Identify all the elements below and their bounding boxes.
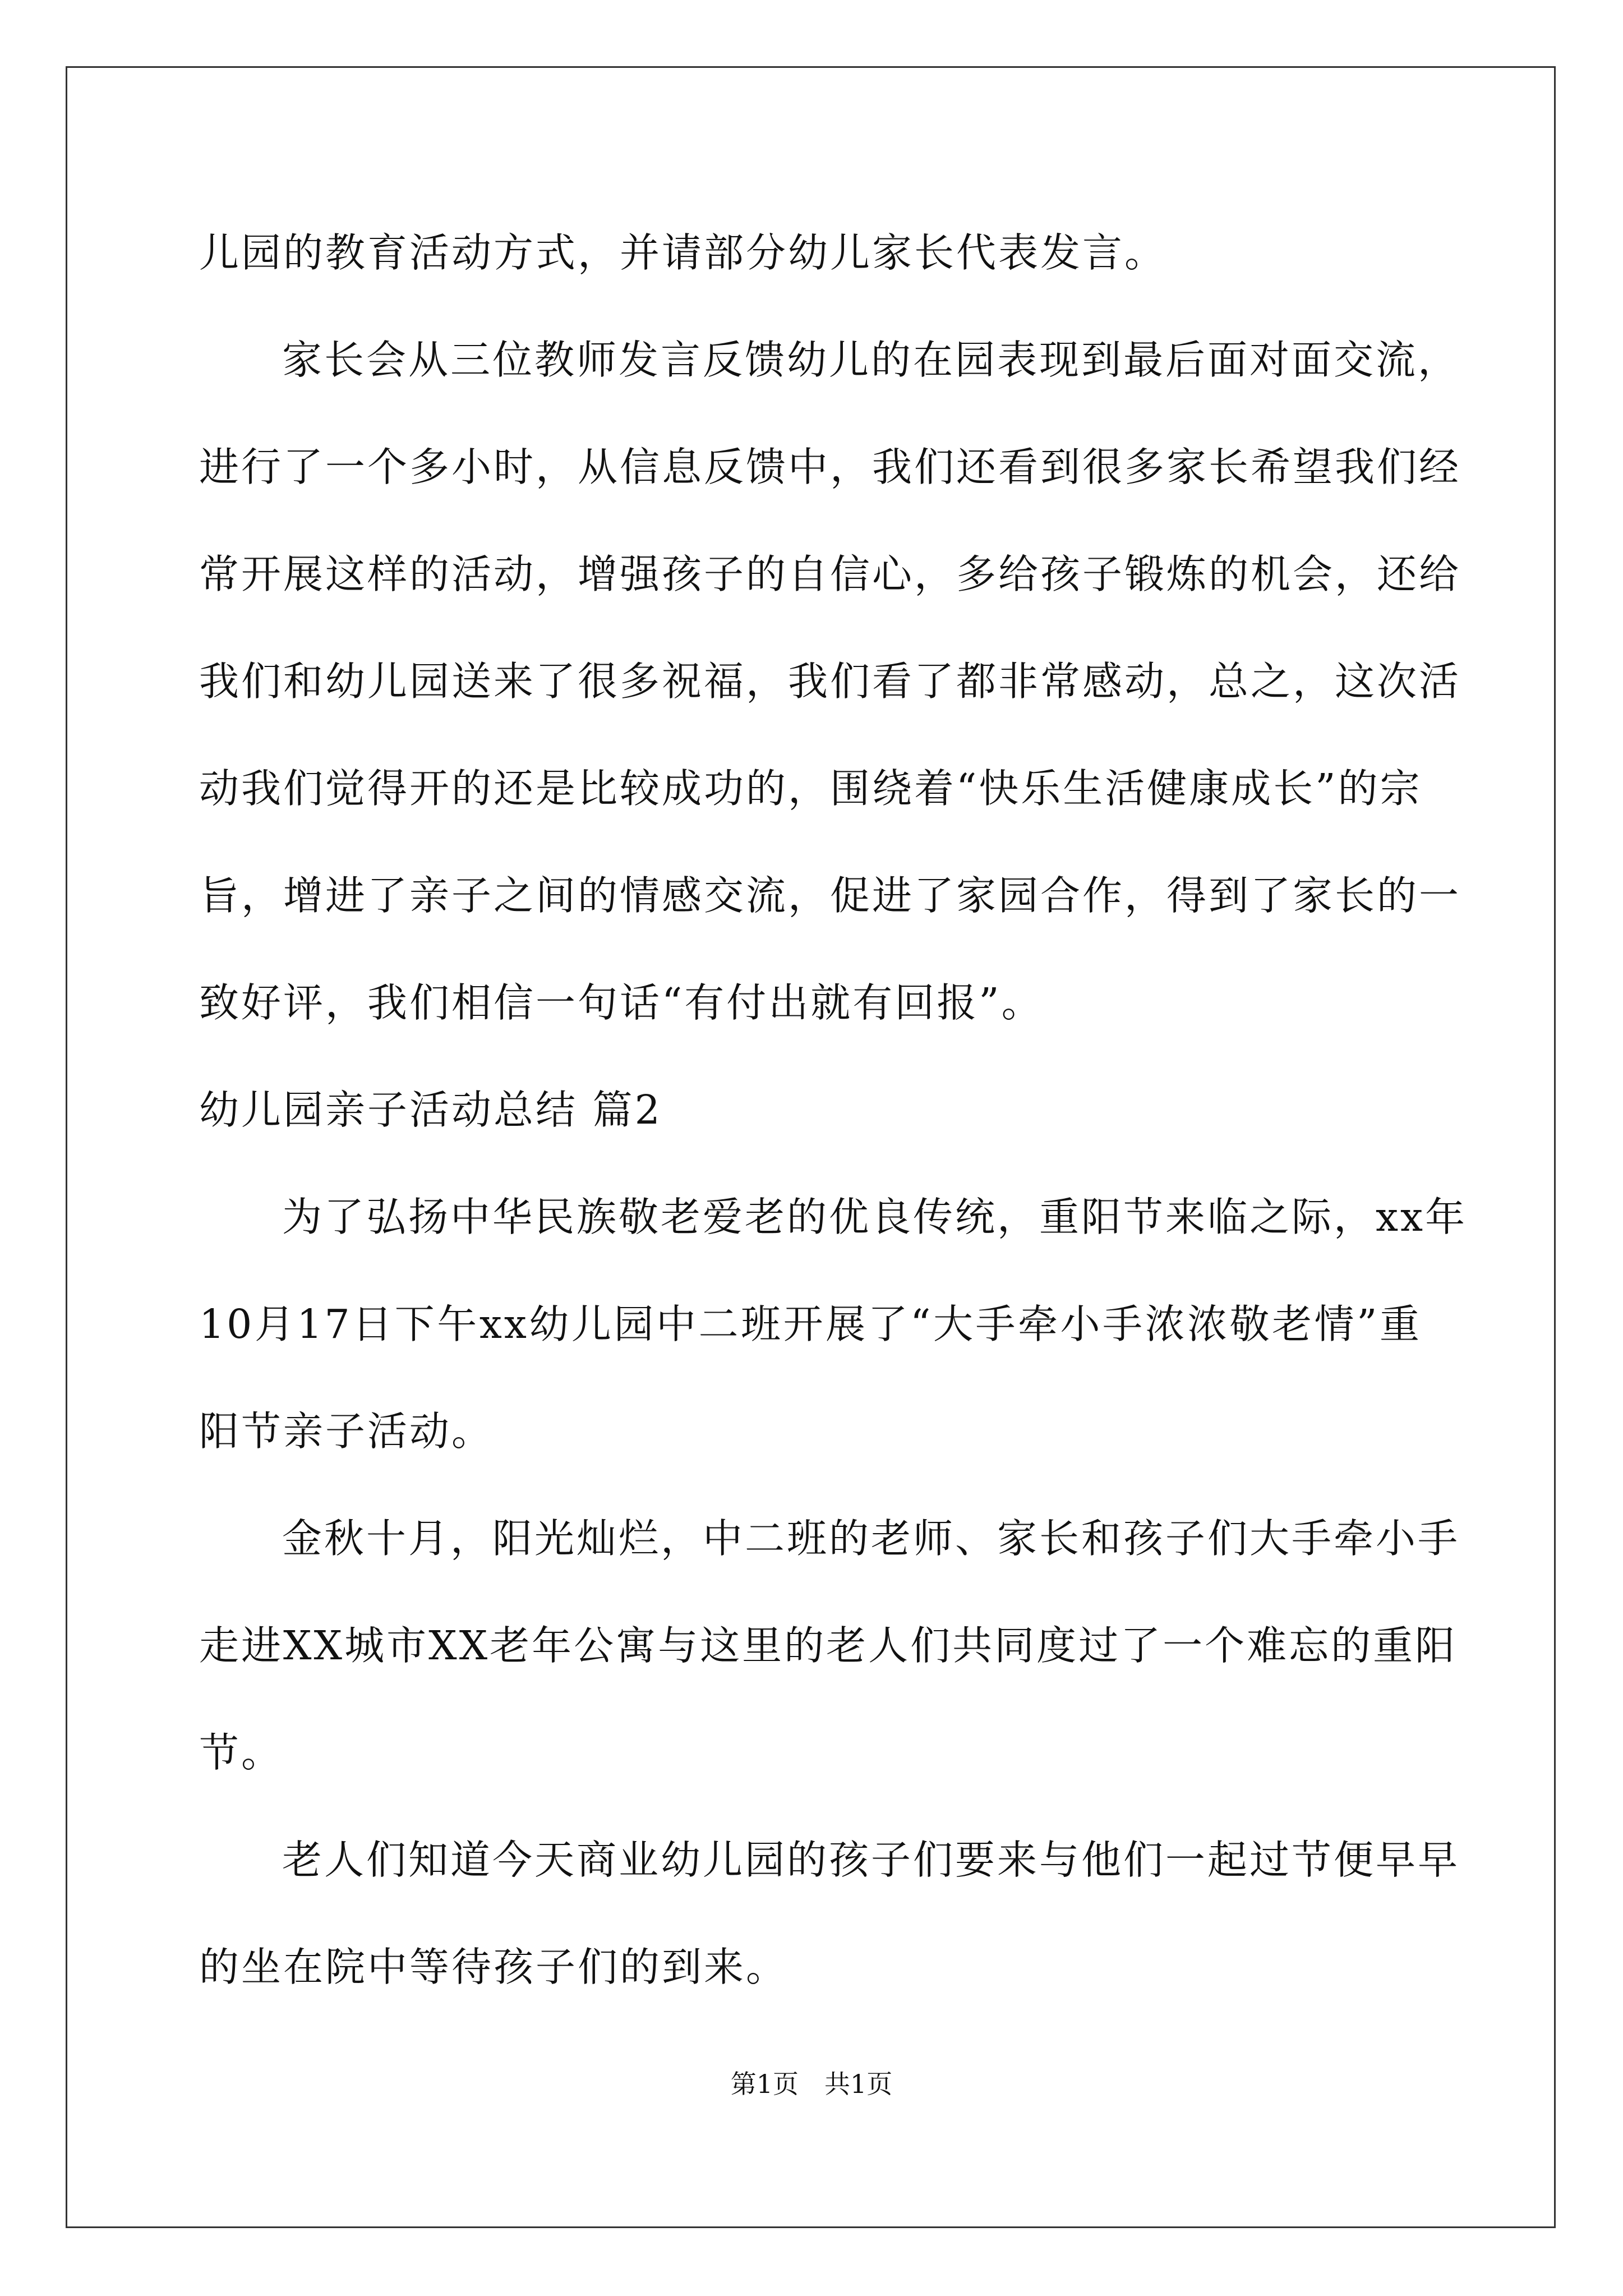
paragraph-line: 老人们知道今天商业幼儿园的孩子们要来与他们一起过节便早早 bbox=[282, 1837, 1460, 1883]
paragraph-line: 金秋十月，阳光灿烂，中二班的老师、家长和孩子们大手牵小手 bbox=[282, 1515, 1460, 1562]
paragraph-line: 走进XX城市XX老年公寓与这里的老人们共同度过了一个难忘的重阳 bbox=[199, 1622, 1458, 1669]
paragraph-line: 阳节亲子活动。 bbox=[199, 1408, 494, 1455]
section-heading: 幼儿园亲子活动总结 篇2 bbox=[199, 1087, 662, 1133]
paragraph-line: 常开展这样的活动，增强孩子的自信心，多给孩子锻炼的机会，还给 bbox=[199, 551, 1461, 597]
paragraph-line: 动我们觉得开的还是比较成功的，围绕着“快乐生活健康成长”的宗 bbox=[199, 765, 1422, 812]
paragraph-line: 我们和幼儿园送来了很多祝福，我们看了都非常感动，总之，这次活 bbox=[199, 658, 1461, 705]
paragraph-line: 儿园的教育活动方式，并请部分幼儿家长代表发言。 bbox=[199, 229, 1167, 276]
paragraph-line: 的坐在院中等待孩子们的到来。 bbox=[199, 1944, 789, 1990]
page-number: 第1页 共1页 bbox=[730, 2069, 893, 2099]
document-body bbox=[199, 199, 1468, 2021]
paragraph-line: 10月17日下午xx幼儿园中二班开展了“大手牵小手浓浓敬老情”重 bbox=[199, 1301, 1422, 1347]
paragraph-line: 致好评，我们相信一句话“有付出就有回报”。 bbox=[199, 979, 1044, 1026]
paragraph-line: 为了弘扬中华民族敬老爱老的优良传统，重阳节来临之际，xx年 bbox=[282, 1194, 1468, 1240]
paragraph-line: 进行了一个多小时，从信息反馈中，我们还看到很多家长希望我们经 bbox=[199, 444, 1461, 490]
paragraph-line: 旨，增进了亲子之间的情感交流，促进了家园合作，得到了家长的一 bbox=[199, 872, 1461, 919]
paragraph-line: 节。 bbox=[199, 1729, 284, 1776]
paragraph-line: 家长会从三位教师发言反馈幼儿的在园表现到最后面对面交流， bbox=[282, 337, 1460, 383]
